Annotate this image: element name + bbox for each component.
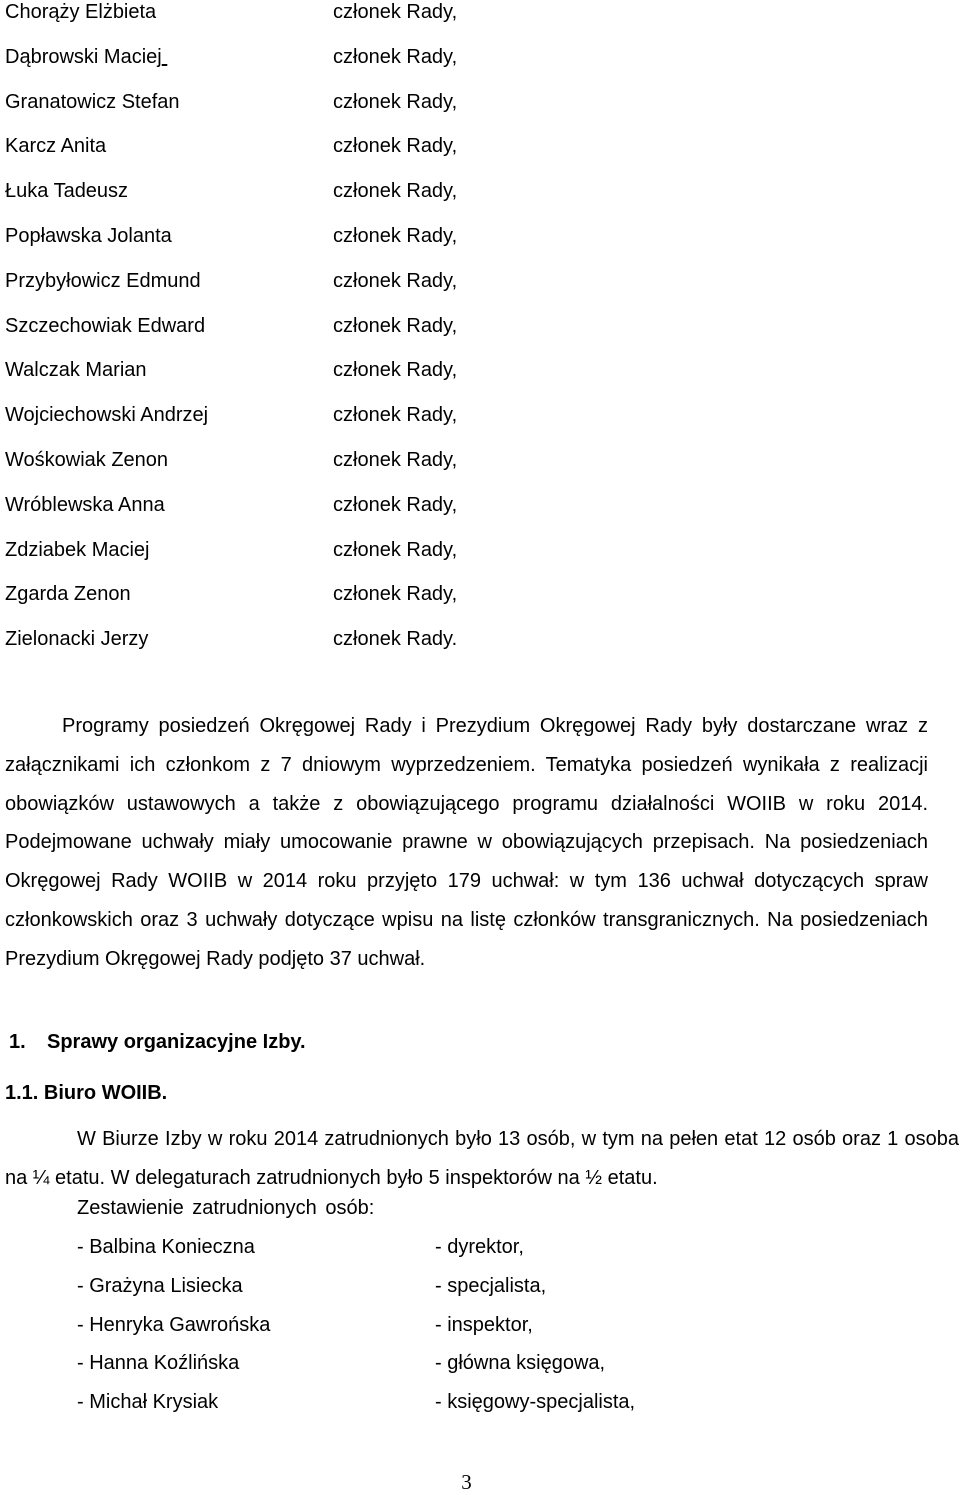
member-row xyxy=(5,358,945,403)
biuro-paragraph: W Biurze Izby w roku 2014 zatrudnionych było 13 osób, w tym na pełen etat 12 osób oraz 1 osoba na ¼ etatu. W delegaturach zatrudnionych było 5 inspektorów na ½ etatu. xyxy=(5,1128,959,1189)
member-name: Zgarda Zenon xyxy=(5,583,131,606)
member-role: członek Rady, xyxy=(333,493,458,516)
member-name: Wośkowiak Zenon xyxy=(5,448,169,471)
biuro-paragraph-block xyxy=(5,1120,959,1198)
intro-paragraph-block xyxy=(5,707,928,979)
member-name xyxy=(5,45,167,69)
member-name: Przybyłowicz Edmund xyxy=(5,269,201,292)
member-role: członek Rady, xyxy=(333,45,458,68)
staff-position: - inspektor, xyxy=(435,1313,533,1336)
council-members-list xyxy=(5,0,945,672)
member-name: Wróblewska Anna xyxy=(5,493,165,516)
member-name: Wojciechowski Andrzej xyxy=(5,404,209,427)
member-name: Łuka Tadeusz xyxy=(5,180,129,203)
member-row xyxy=(5,90,945,135)
staff-row xyxy=(77,1236,937,1275)
member-role: członek Rady, xyxy=(333,583,458,606)
subsection-heading: 1.1. Biuro WOIIB. xyxy=(5,1082,168,1104)
member-name: Granatowicz Stefan xyxy=(5,90,180,113)
staff-position: - księgowy-specjalista, xyxy=(435,1391,636,1414)
member-name: Szczechowiak Edward xyxy=(5,314,206,337)
page-number: 3 xyxy=(461,1470,472,1494)
member-role: członek Rady, xyxy=(333,314,458,337)
member-row xyxy=(5,582,945,627)
member-role: członek Rady, xyxy=(333,269,458,292)
staff-row xyxy=(77,1275,937,1314)
staff-row xyxy=(77,1314,937,1353)
member-name: Zdziabek Maciej xyxy=(5,538,150,561)
member-role: członek Rady, xyxy=(333,224,458,247)
member-row xyxy=(5,224,945,269)
member-role: członek Rady, xyxy=(333,448,458,471)
staff-position: - specjalista, xyxy=(435,1274,547,1297)
member-name: Karcz Anita xyxy=(5,135,107,158)
staff-name: - Michał Krysiak xyxy=(77,1391,219,1414)
staff-name: - Hanna Koźlińska xyxy=(77,1352,240,1375)
member-role: członek Rady, xyxy=(333,1,458,23)
member-row xyxy=(5,0,945,45)
member-role: członek Rady, xyxy=(333,180,458,203)
member-role: członek Rady, xyxy=(333,359,458,382)
member-role: członek Rady, xyxy=(333,90,458,113)
section-title: Sprawy organizacyjne Izby. xyxy=(47,1031,306,1053)
staff-position: - główna księgowa, xyxy=(435,1352,606,1375)
member-name: Popławska Jolanta xyxy=(5,224,172,247)
member-row xyxy=(5,627,945,672)
member-name: Chorąży Elżbieta xyxy=(5,1,157,23)
member-name-text: Dąbrowski Maciej xyxy=(5,45,162,68)
member-row xyxy=(5,403,945,448)
section-heading xyxy=(9,1031,306,1054)
member-row xyxy=(5,269,945,314)
member-role: członek Rady, xyxy=(333,404,458,427)
member-row xyxy=(5,179,945,224)
staff-list-title: Zestawienie zatrudnionych osób: xyxy=(77,1197,375,1219)
member-row xyxy=(5,314,945,359)
staff-position: - dyrektor, xyxy=(435,1236,524,1258)
member-row xyxy=(5,538,945,583)
member-role: członek Rady, xyxy=(333,538,458,561)
member-name: Zielonacki Jerzy xyxy=(5,628,149,651)
member-row xyxy=(5,448,945,493)
underline-mark xyxy=(162,46,168,68)
member-row xyxy=(5,45,945,90)
member-role: członek Rady. xyxy=(333,628,458,651)
intro-paragraph: Programy posiedzeń Okręgowej Rady i Prezydium Okręgowej Rady były dostarczane wraz z załącznikami ich członkom z 7 dniowym wyprzedzeniem. Tematyka posiedzeń wynikała z realizacji obowiązków ustawowych a także z obowiązującego programu działalności WOIIB w roku 2014. Podejmowane uchwały miały umocowanie prawne w obowiązujących przepisach. Na posiedzeniach Okręgowej Rady WOIIB w 2014 roku przyjęto 179 uchwał: w tym 136 uchwał dotyczących spraw członkowskich oraz 3 uchwały dotyczące wpisu na listę członków transgranicznych. Na posiedzeniach Prezydium Okręgowej Rady podjęto 37 uchwał. xyxy=(5,715,928,970)
member-row xyxy=(5,134,945,179)
member-row xyxy=(5,493,945,538)
staff-name: - Henryka Gawrońska xyxy=(77,1313,271,1336)
member-role: członek Rady, xyxy=(333,135,458,158)
staff-row xyxy=(77,1352,937,1391)
staff-list xyxy=(77,1236,937,1430)
staff-name: - Balbina Konieczna xyxy=(77,1236,255,1258)
staff-name: - Grażyna Lisiecka xyxy=(77,1274,243,1297)
section-number: 1. xyxy=(9,1031,26,1053)
member-name: Walczak Marian xyxy=(5,359,147,382)
staff-row xyxy=(77,1391,937,1430)
